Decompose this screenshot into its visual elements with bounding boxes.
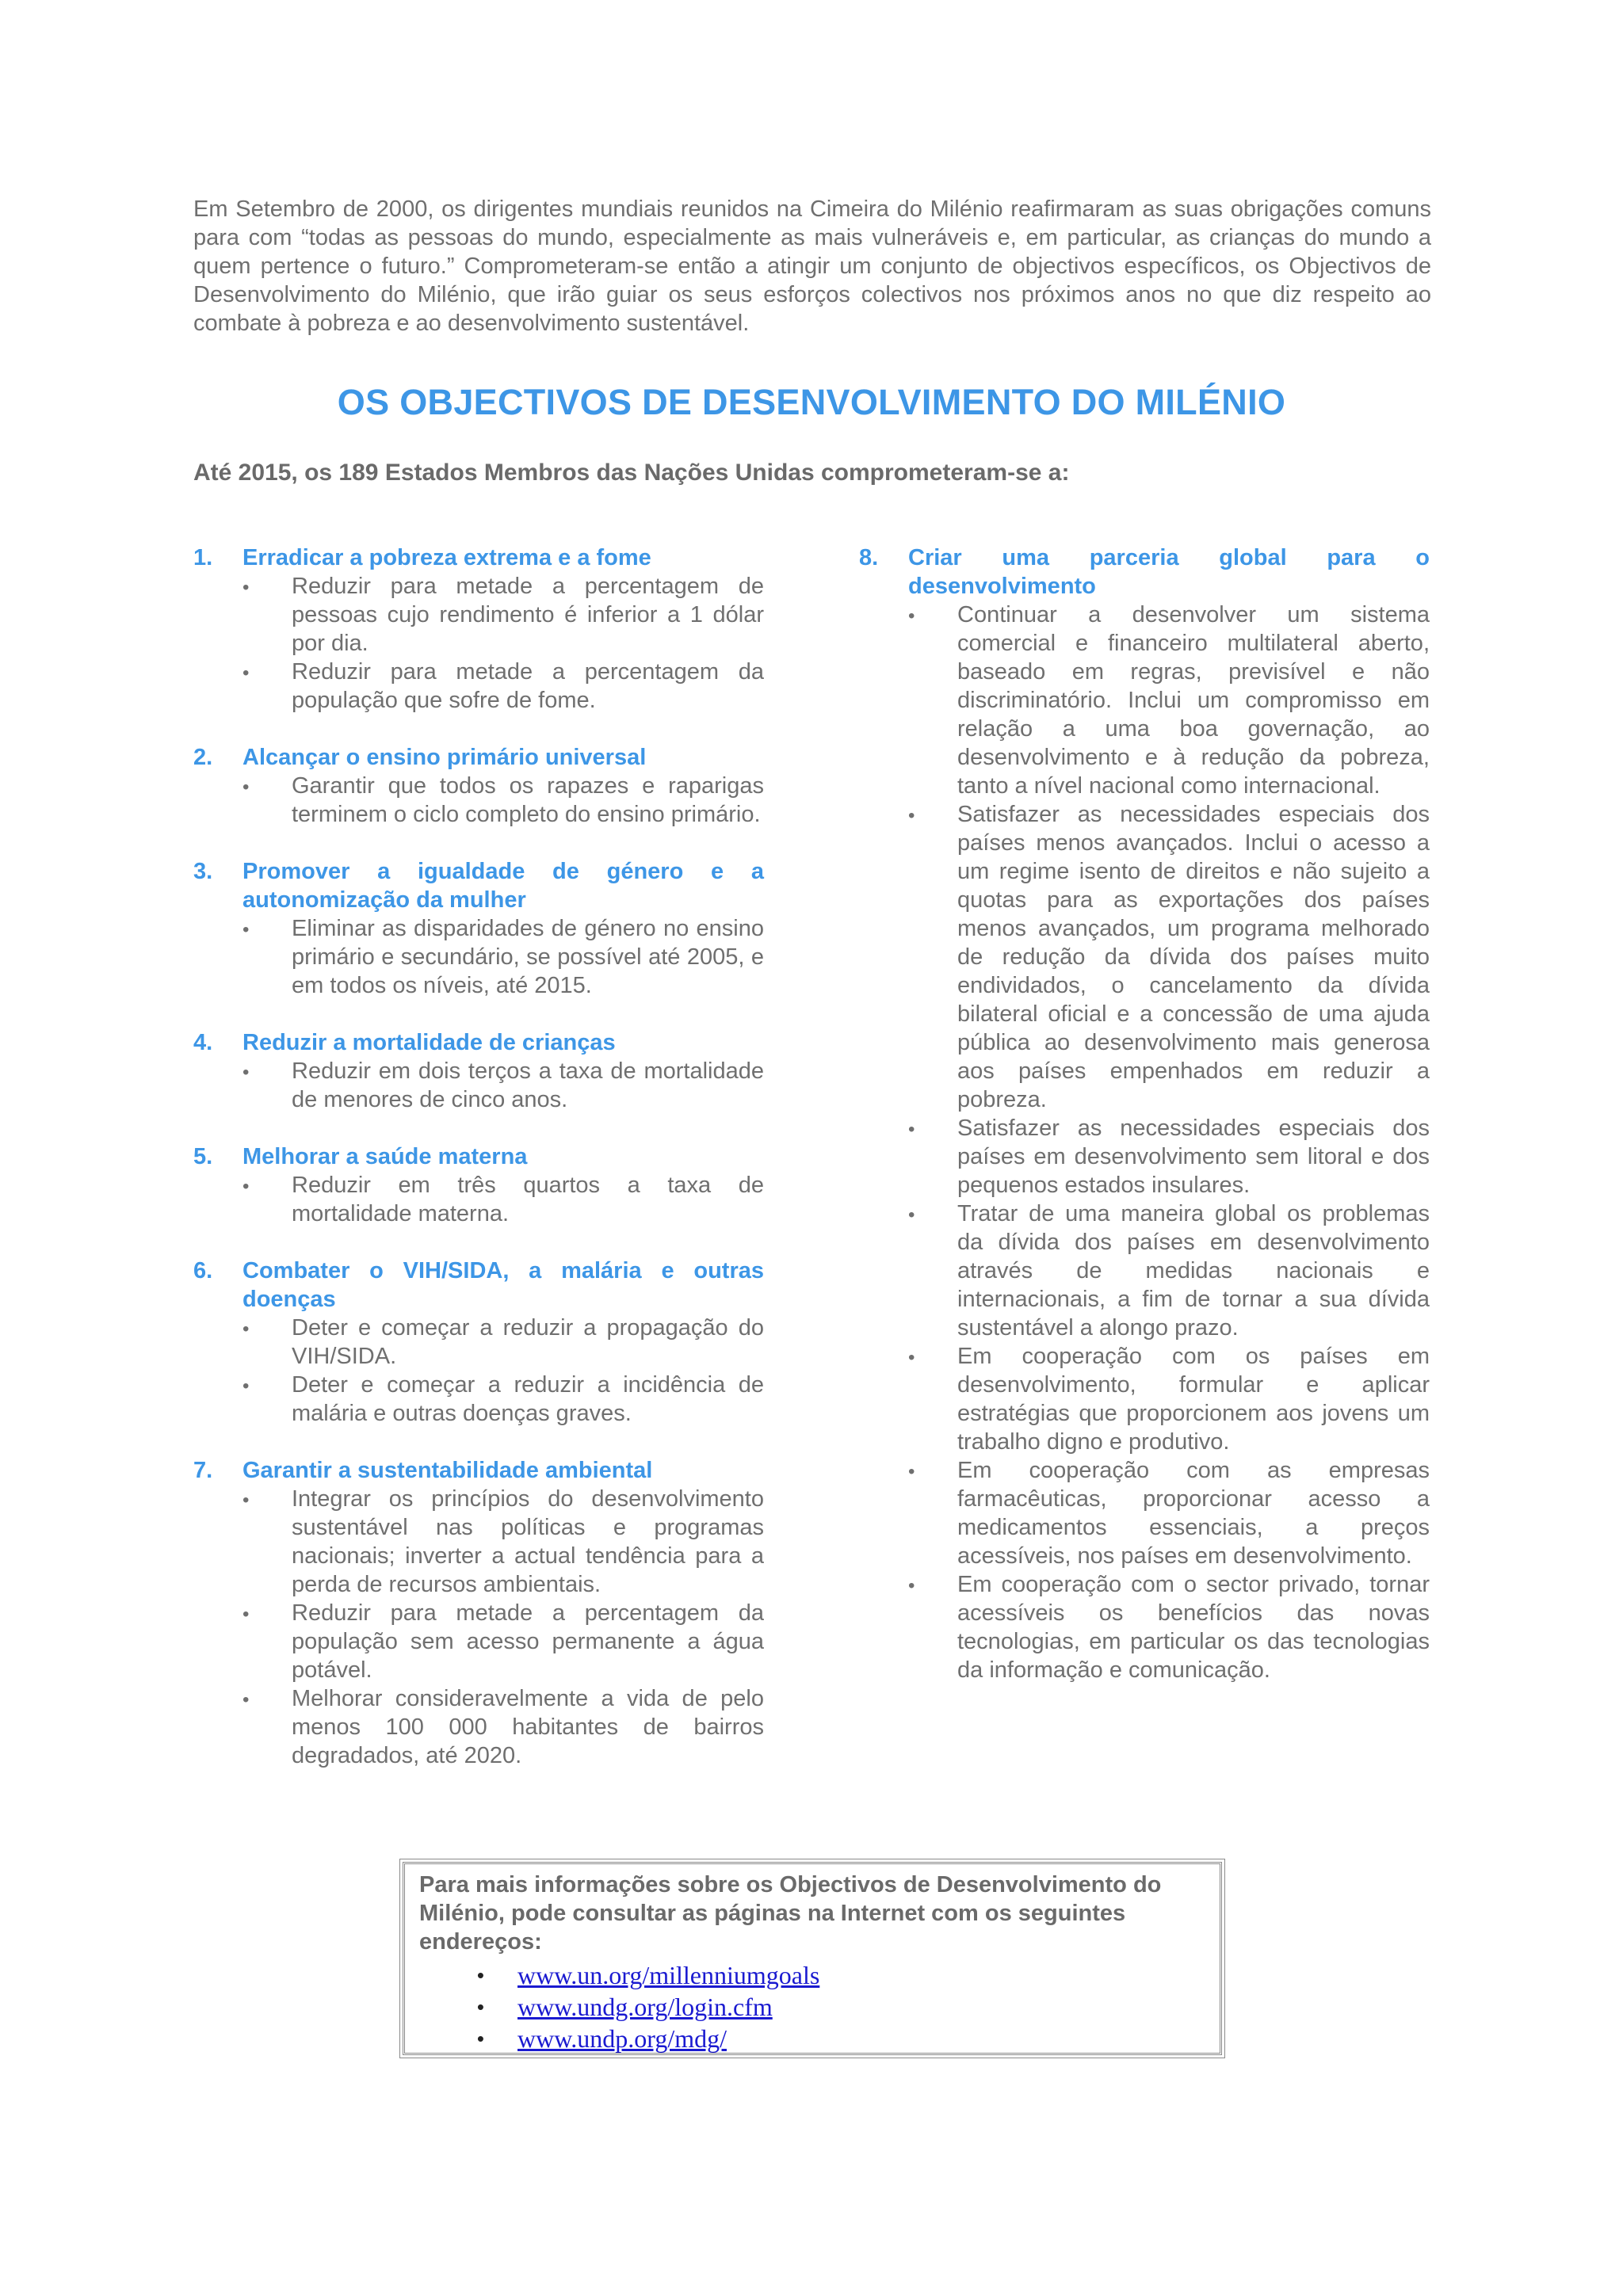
target-text: Em cooperação com os países em desenvolvimento, formular e aplicar estratégias que proporcionem aos jovens um trabalho digno e produtivo.	[957, 1344, 1430, 1455]
goal-number: 1.	[193, 545, 213, 570]
target-text: Reduzir em três quartos a taxa de mortalidade materna.	[292, 1173, 764, 1226]
bullet-icon: •	[242, 1318, 250, 1340]
bullet-icon: •	[908, 1204, 915, 1226]
target-text: Integrar os princípios do desenvolvimento sustentável nas políticas e programas nacionais; inverter a actual tendência para a perda de recursos ambientais.	[292, 1486, 764, 1597]
target-item	[859, 1342, 1430, 1456]
goal-item	[193, 857, 764, 1000]
goal-number: 6.	[193, 1258, 213, 1283]
link-item	[405, 1991, 1220, 2023]
target-item	[859, 1199, 1430, 1342]
target-item	[193, 1057, 764, 1114]
goal-number: 7.	[193, 1458, 213, 1483]
goal-item	[193, 743, 764, 829]
target-text: Satisfazer as necessidades especiais dos países menos avançados. Inclui o acesso a um regime isento de direitos e não sujeito a quotas para as exportações dos países menos avançados, um programa melhorado de redução da dívida dos países muito endividados, o cancelamento da dívida bilateral oficial e a concessão de uma ajuda pública ao desenvolvimento mais generosa aos países empenhados em reduzir a pobreza.	[957, 802, 1430, 1112]
target-text: Tratar de uma maneira global os problemas da dívida dos países em desenvolvimento através de medidas nacionais e internacionais, a fim de tornar a sua dívida sustentável a alongo prazo.	[957, 1201, 1430, 1341]
target-item	[859, 601, 1430, 800]
target-item	[859, 1570, 1430, 1684]
bullet-icon: •	[476, 1995, 484, 2019]
target-item	[193, 1485, 764, 1599]
bullet-icon: •	[242, 1689, 250, 1711]
goal-heading	[193, 543, 764, 572]
bullet-icon: •	[242, 577, 250, 598]
goal-heading	[859, 543, 1430, 601]
target-item	[193, 572, 764, 658]
goal-title: Criar uma parceria global para o desenvolvimento	[908, 545, 1430, 599]
web-link[interactable]: www.undg.org/login.cfm	[517, 1993, 773, 2021]
target-text: Reduzir em dois terços a taxa de mortalidade de menores de cinco anos.	[292, 1058, 764, 1112]
target-text: Continuar a desenvolver um sistema comercial e financeiro multilateral aberto, baseado em regras, previsível e não discriminatório. Inclui um compromisso em relação a uma boa governação, ao desenvolvimento e à redução da pobreza, tanto a nível nacional como internacional.	[957, 602, 1430, 799]
goal-title: Erradicar a pobreza extrema e a fome	[242, 545, 651, 570]
bullet-icon: •	[908, 1575, 915, 1596]
link-list	[405, 1959, 1220, 2054]
goal-number: 4.	[193, 1030, 213, 1055]
target-text: Reduzir para metade a percentagem da população que sofre de fome.	[292, 659, 764, 713]
web-link[interactable]: www.un.org/millenniumgoals	[517, 1961, 820, 1989]
target-list	[193, 1057, 764, 1114]
goal-item	[859, 543, 1430, 1684]
goal-number: 2.	[193, 745, 213, 770]
goal-number: 5.	[193, 1144, 213, 1169]
target-item	[859, 1456, 1430, 1570]
target-item	[193, 1171, 764, 1228]
goal-item	[193, 1028, 764, 1114]
goal-heading	[193, 743, 764, 772]
goal-heading	[193, 1028, 764, 1057]
target-text: Reduzir para metade a percentagem da população sem acesso permanente a água potável.	[292, 1600, 764, 1683]
goal-title: Combater o VIH/SIDA, a malária e outras doenças	[242, 1258, 764, 1312]
more-info-text: Para mais informações sobre os Objectivos de Desenvolvimento do Milénio, pode consultar as páginas na Internet com os seguintes endereços:	[419, 1872, 1162, 1955]
bullet-icon: •	[476, 2027, 484, 2050]
subtitle: Até 2015, os 189 Estados Membros das Nações Unidas comprometeram-se a:	[193, 460, 1070, 486]
web-link[interactable]: www.undp.org/mdg/	[517, 2024, 727, 2053]
bullet-icon: •	[242, 1489, 250, 1511]
target-text: Em cooperação com as empresas farmacêuticas, proporcionar acesso a medicamentos essenciais, a preços acessíveis, nos países em desenvolvimento.	[957, 1458, 1430, 1569]
goal-item	[193, 1456, 764, 1770]
more-info-box	[403, 1862, 1222, 2055]
target-item	[193, 772, 764, 829]
target-item	[859, 800, 1430, 1114]
target-item	[193, 1684, 764, 1770]
bullet-icon: •	[242, 1604, 250, 1625]
bullet-icon: •	[908, 805, 915, 826]
goal-heading	[193, 1142, 764, 1171]
bullet-icon: •	[242, 1375, 250, 1397]
target-text: Em cooperação com o sector privado, tornar acessíveis os benefícios das novas tecnologias, em particular os das tecnologias da informação e comunicação.	[957, 1572, 1430, 1683]
bullet-icon: •	[476, 1963, 484, 1987]
target-item	[193, 1314, 764, 1371]
bullet-icon: •	[908, 605, 915, 627]
goal-number: 8.	[859, 545, 879, 570]
target-list	[193, 1314, 764, 1428]
goals-right-column	[859, 543, 1430, 1713]
bullet-icon: •	[242, 1176, 250, 1197]
page-title: OS OBJECTIVOS DE DESENVOLVIMENTO DO MILÉNIO	[337, 382, 1286, 422]
goal-item	[193, 1142, 764, 1228]
target-item	[193, 914, 764, 1000]
target-text: Deter e começar a reduzir a incidência de malária e outras doenças graves.	[292, 1372, 764, 1426]
target-text: Reduzir para metade a percentagem de pessoas cujo rendimento é inferior a 1 dólar por dia.	[292, 574, 764, 656]
goal-number: 3.	[193, 859, 213, 884]
target-list	[193, 572, 764, 715]
target-list	[193, 772, 764, 829]
target-item	[193, 1371, 764, 1428]
bullet-icon: •	[242, 776, 250, 798]
goals-left-column	[193, 543, 764, 1798]
target-text: Eliminar as disparidades de género no ensino primário e secundário, se possível até 2005, e em todos os níveis, até 2015.	[292, 916, 764, 998]
target-item	[193, 658, 764, 715]
goal-item	[193, 543, 764, 715]
target-text: Satisfazer as necessidades especiais dos países em desenvolvimento sem litoral e dos pequenos estados insulares.	[957, 1116, 1430, 1198]
intro-paragraph: Em Setembro de 2000, os dirigentes mundiais reunidos na Cimeira do Milénio reafirmaram as suas obrigações comuns para com “todas as pessoas do mundo, especialmente as mais vulneráveis e, em particular, as crianças do mundo a quem pertence o futuro.” Comprometeram-se então a atingir um conjunto de objectivos específicos, os Objectivos de Desenvolvimento do Milénio, que irão guiar os seus esforços colectivos nos próximos anos no que diz respeito ao combate à pobreza e ao desenvolvimento sustentável.	[193, 196, 1431, 336]
bullet-icon: •	[908, 1119, 915, 1140]
goal-heading	[193, 1456, 764, 1485]
target-text: Deter e começar a reduzir a propagação do VIH/SIDA.	[292, 1315, 764, 1369]
goal-title: Reduzir a mortalidade de crianças	[242, 1030, 616, 1055]
target-item	[193, 1599, 764, 1684]
bullet-icon: •	[908, 1461, 915, 1482]
target-text: Garantir que todos os rapazes e raparigas terminem o ciclo completo do ensino primário.	[292, 773, 764, 827]
bullet-icon: •	[242, 662, 250, 684]
goal-title: Garantir a sustentabilidade ambiental	[242, 1458, 653, 1483]
target-list	[193, 914, 764, 1000]
link-item	[405, 1959, 1220, 1991]
goal-item	[193, 1257, 764, 1428]
bullet-icon: •	[908, 1347, 915, 1368]
goal-title: Alcançar o ensino primário universal	[242, 745, 647, 770]
goal-heading	[193, 1257, 764, 1314]
target-list	[859, 601, 1430, 1684]
goal-heading	[193, 857, 764, 914]
target-list	[193, 1485, 764, 1770]
target-list	[193, 1171, 764, 1228]
bullet-icon: •	[242, 919, 250, 940]
bullet-icon: •	[242, 1062, 250, 1083]
target-item	[859, 1114, 1430, 1199]
target-text: Melhorar consideravelmente a vida de pelo menos 100 000 habitantes de bairros degradados, até 2020.	[292, 1686, 764, 1768]
goal-title: Promover a igualdade de género e a autonomização da mulher	[242, 859, 764, 913]
link-item	[405, 2023, 1220, 2054]
goal-title: Melhorar a saúde materna	[242, 1144, 528, 1169]
